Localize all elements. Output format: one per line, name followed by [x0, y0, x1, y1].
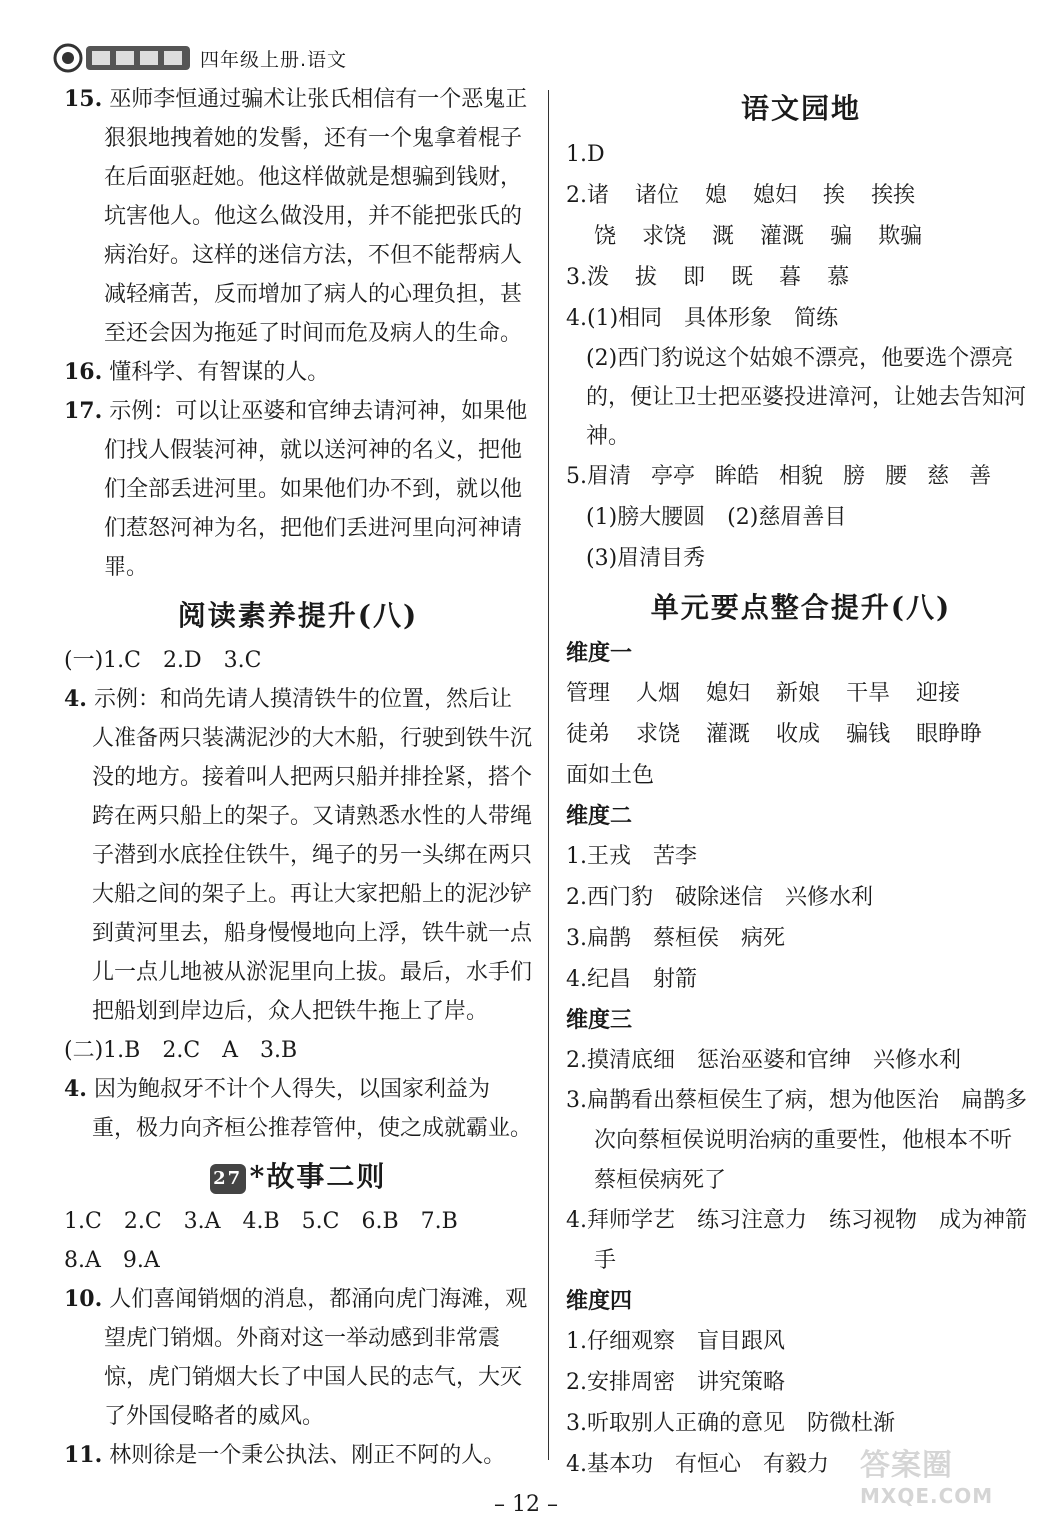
dimension-2-answer-2: 2.西门豹 破除迷信 兴修水利	[566, 885, 873, 910]
page-number: – 12 –	[494, 1492, 558, 1517]
section-title-garden: 语文园地	[740, 92, 861, 125]
watermark-logo: 答案圈 MXQE.COM	[860, 1448, 994, 1508]
reading-part1-answers: (一)1.C 2.D 3.C	[64, 648, 262, 673]
section-title-unit: 单元要点整合提升(八)	[650, 591, 952, 624]
answer-15: 15. 巫师李恒通过骗术让张氏相信有一个恶鬼正狠狠地拽着她的发髻，还有一个鬼拿着棍子在后面驱赶她。他这样做就是想骗到钱财，坑害他人。他这么做没用，并不能把张氏的病治好。这样的迷信方法，不但不能帮病人减轻痛苦，反而增加了病人的心理负担，甚至还会因为拖延了时间而危及病人的生命。	[64, 86, 528, 346]
dimension-4-answer-1: 1.仔细观察 盲目跟风	[566, 1329, 785, 1354]
dimension-4-label: 维度四	[566, 1288, 633, 1314]
garden-answer-4-2: (2)西门豹说这个姑娘不漂亮，他要选个漂亮的，便让卫士把巫婆投进漳河，让她去告知河神。	[586, 346, 1027, 449]
right-column	[566, 80, 1036, 1485]
stories-answers-row1: 1.C 2.C 3.A 4.B 5.C 6.B 7.B	[64, 1209, 458, 1234]
dimension-3-answer-4: 4.拜师学艺 练习注意力 练习视物 成为神箭手	[566, 1208, 1027, 1273]
answer-11: 11. 林则徐是一个秉公执法、刚正不阿的人。	[64, 1442, 506, 1468]
dimension-2-answer-4: 4.纪昌 射箭	[566, 967, 697, 992]
dimension-1-row3: 面如土色	[566, 763, 655, 788]
dimension-4-answer-4: 4.基本功 有恒心 有毅力	[566, 1452, 829, 1477]
header-title: 四年级上册.语文	[200, 48, 348, 71]
dimension-4-answer-2: 2.安排周密 讲究策略	[566, 1370, 785, 1395]
dimension-2-answer-3: 3.扁鹊 蔡桓侯 病死	[566, 926, 785, 951]
dimension-3-answer-2: 2.摸清底细 惩治巫婆和官绅 兴修水利	[566, 1048, 961, 1073]
lesson-number-badge: 27	[210, 1164, 246, 1194]
garden-answer-4-1: 4.(1)相同 具体形象 简练	[566, 306, 839, 331]
answer-17: 17. 示例：可以让巫婆和官绅去请河神，如果他们找人假装河神，就以送河神的名义，把他们全部丢进河里。如果他们办不到，就以他们惹怒河神为名，把他们丢进河里向河神请罪。	[64, 398, 528, 580]
answer-10: 10. 人们喜闻销烟的消息，都涌向虎门海滩，观望虎门销烟。外商对这一举动感到非常震惊，虎门销烟大长了中国人民的志气，大灭了外国侵略者的威风。	[64, 1286, 528, 1429]
garden-answer-1: 1.D	[566, 142, 605, 167]
dimension-2-label: 维度二	[566, 803, 633, 829]
dimension-2-answer-1: 1.王戎 苦李	[566, 844, 697, 869]
dimension-4-answer-3: 3.听取别人正确的意见 防微杜渐	[566, 1411, 895, 1436]
dimension-3-label: 维度三	[566, 1007, 633, 1033]
reading-answer-4: 4. 示例：和尚先请人摸清铁牛的位置，然后让人准备两只装满泥沙的大木船，行驶到铁牛沉没的地方。接着叫人把两只船并排拴紧，搭个跨在两只船上的架子。又请熟悉水性的人带绳子潜到水底拴住铁牛，绳子的另一头绑在两只大船之间的架子上。再让大家把船上的泥沙铲到黄河里去，船身慢慢地向上浮，铁牛就一点儿一点儿地被从淤泥里向上拔。最后，水手们把船划到岸边后，众人把铁牛拖上了岸。	[64, 686, 533, 1024]
dimension-1-label: 维度一	[566, 640, 633, 666]
dimension-1-row2: 徒弟 求饶 灌溉 收成 骗钱 眼睁睁	[566, 722, 983, 747]
brand-logo	[52, 42, 192, 74]
column-divider	[548, 90, 549, 1460]
garden-answer-2-row1: 2.诸 诸位 媳 媳妇 挨 挨挨	[566, 183, 916, 208]
left-column	[64, 80, 532, 1475]
reading-answer-4b: 4. 因为鲍叔牙不计个人得失，以国家利益为重，极力向齐桓公推荐管仲，使之成就霸业。	[64, 1076, 533, 1141]
section-title-stories: 27 *故事二则	[64, 1154, 532, 1200]
dimension-3-answer-3: 3.扁鹊看出蔡桓侯生了病，想为他医治 扁鹊多次向蔡桓侯说明治病的重要性，他根本不听 蔡桓侯病死了	[566, 1088, 1035, 1193]
garden-answer-2-row2: 饶 求饶 溉 灌溉 骗 欺骗	[594, 224, 923, 249]
answer-16: 16. 懂科学、有智谋的人。	[64, 359, 330, 385]
page-header	[52, 40, 347, 76]
stories-answers-row2: 8.A 9.A	[64, 1248, 160, 1273]
garden-answer-5-2: (3)眉清目秀	[586, 546, 706, 571]
garden-answer-5-1: (1)膀大腰圆 (2)慈眉善目	[586, 505, 847, 530]
reading-part2-answers: (二)1.B 2.C A 3.B	[64, 1038, 298, 1063]
garden-answer-5: 5.眉清 亭亭 眸皓 相貌 膀 腰 慈 善	[566, 464, 992, 489]
section-title-reading: 阅读素养提升(八)	[177, 599, 419, 632]
dimension-1-row1: 管理 人烟 媳妇 新娘 干旱 迎接	[566, 681, 961, 706]
garden-answer-3: 3.泼 拔 即 既 暮 慕	[566, 265, 850, 290]
